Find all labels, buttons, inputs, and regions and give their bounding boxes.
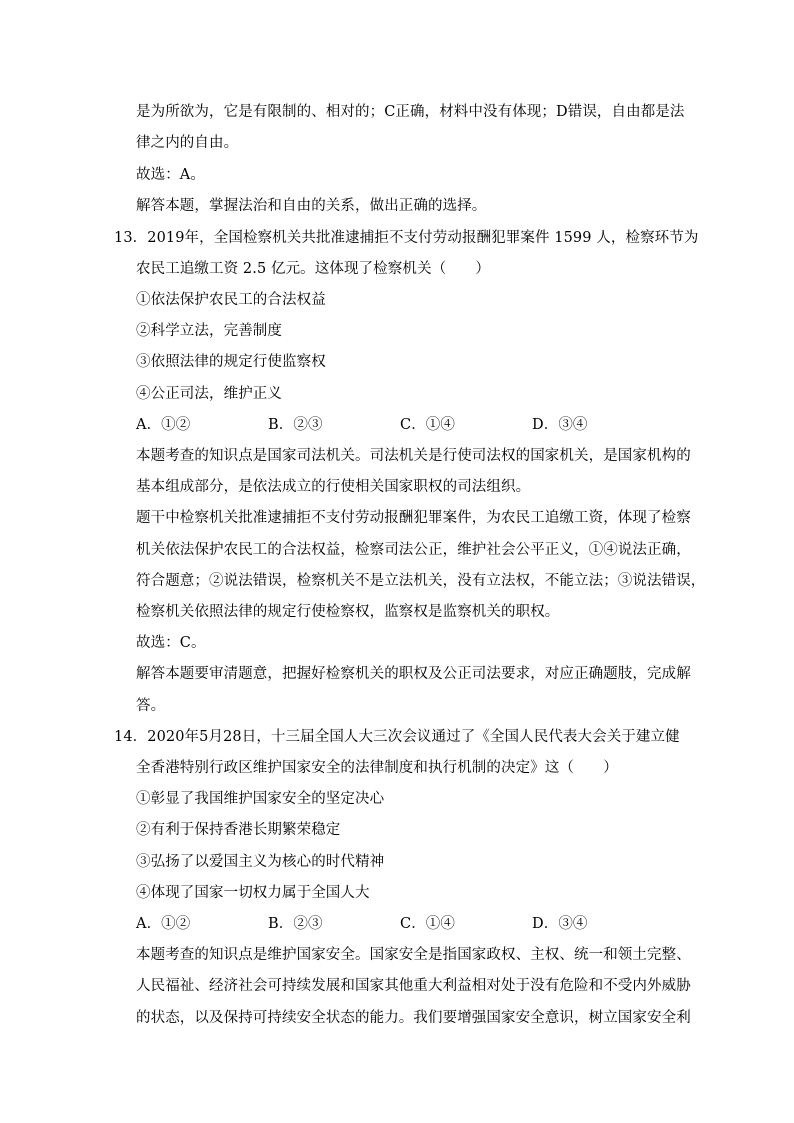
analysis-text: 符合题意；②说法错误，检察机关不是立法机关，没有立法权，不能立法；③说法错误， [136, 573, 706, 589]
question-14-item: ②有利于保持香港长期繁荣稳定 [136, 822, 341, 838]
choice-a: A．①② [136, 916, 191, 932]
choice-d: D．③④ [532, 417, 588, 433]
question-13-item: ①依法保护农民工的合法权益 [136, 292, 326, 308]
choice-a: A．①② [136, 417, 191, 433]
choice-b: B．②③ [268, 916, 323, 932]
analysis-text: 机关依法保护农民工的合法权益，检察司法公正，维护社会公平正义，①④说法正确， [136, 542, 691, 558]
question-14-stem: 14．2020年5月28日，十三届全国人大三次会议通过了《全国人民代表大会关于建立健 [114, 729, 680, 745]
question-14-item: ④体现了国家一切权力属于全国人大 [136, 885, 370, 901]
explanation-text: 是为所欲为，它是有限制的、相对的；C正确，材料中没有体现；D错误，自由都是法 [136, 104, 685, 120]
question-14-item: ①彰显了我国维护国家安全的坚定决心 [136, 791, 385, 807]
question-14-stem: 全香港特别行政区维护国家安全的法律制度和执行机制的决定》这（ ） [136, 760, 618, 776]
analysis-text: 的状态，以及保持可持续安全状态的能力。我们要增强国家安全意识，树立国家安全利 [136, 1010, 691, 1026]
analysis-text: 人民福祉、经济社会可持续发展和国家其他重大利益相对处于没有危险和不受内外威胁 [136, 978, 691, 994]
question-14-item: ③弘扬了以爱国主义为核心的时代精神 [136, 854, 385, 870]
analysis-text: 检察机关依照法律的规定行使检察权，监察权是监察机关的职权。 [136, 604, 560, 620]
summary-text: 答。 [136, 698, 166, 714]
question-13-item: ②科学立法，完善制度 [136, 323, 282, 339]
choice-c: C．①④ [400, 916, 455, 932]
analysis-text: 本题考查的知识点是维护国家安全。国家安全是指国家政权、主权、统一和领土完整、 [136, 947, 691, 963]
question-13-stem: 农民工追缴工资 2.5 亿元。这体现了检察机关（ ） [136, 261, 490, 277]
summary-text: 解答本题要审清题意，把握好检察机关的职权及公正司法要求，对应正确题肢，完成解 [136, 666, 691, 682]
choice-c: C．①④ [400, 417, 455, 433]
analysis-text: 基本组成部分，是依法成立的行使相关国家职权的司法组织。 [136, 479, 531, 495]
question-13-item: ③依照法律的规定行使监察权 [136, 354, 326, 370]
question-13-choices [136, 415, 664, 435]
question-13-stem: 13．2019年，全国检察机关共批准逮捕拒不支付劳动报酬犯罪案件 1599 人，检察环节为 [114, 230, 699, 246]
answer-text: 故选：C。 [136, 635, 206, 651]
analysis-text: 题干中检察机关批准逮捕拒不支付劳动报酬犯罪案件，为农民工追缴工资，体现了检察 [136, 510, 691, 526]
choice-d: D．③④ [532, 916, 588, 932]
choice-b: B．②③ [268, 417, 323, 433]
question-13-item: ④公正司法，维护正义 [136, 386, 282, 402]
summary-text: 解答本题，掌握法治和自由的关系，做出正确的选择。 [136, 198, 487, 214]
answer-text: 故选：A。 [136, 167, 205, 183]
analysis-text: 本题考查的知识点是国家司法机关。司法机关是行使司法权的国家机关，是国家机构的 [136, 448, 691, 464]
explanation-text: 律之内的自由。 [136, 135, 239, 151]
question-14-choices [136, 914, 664, 934]
